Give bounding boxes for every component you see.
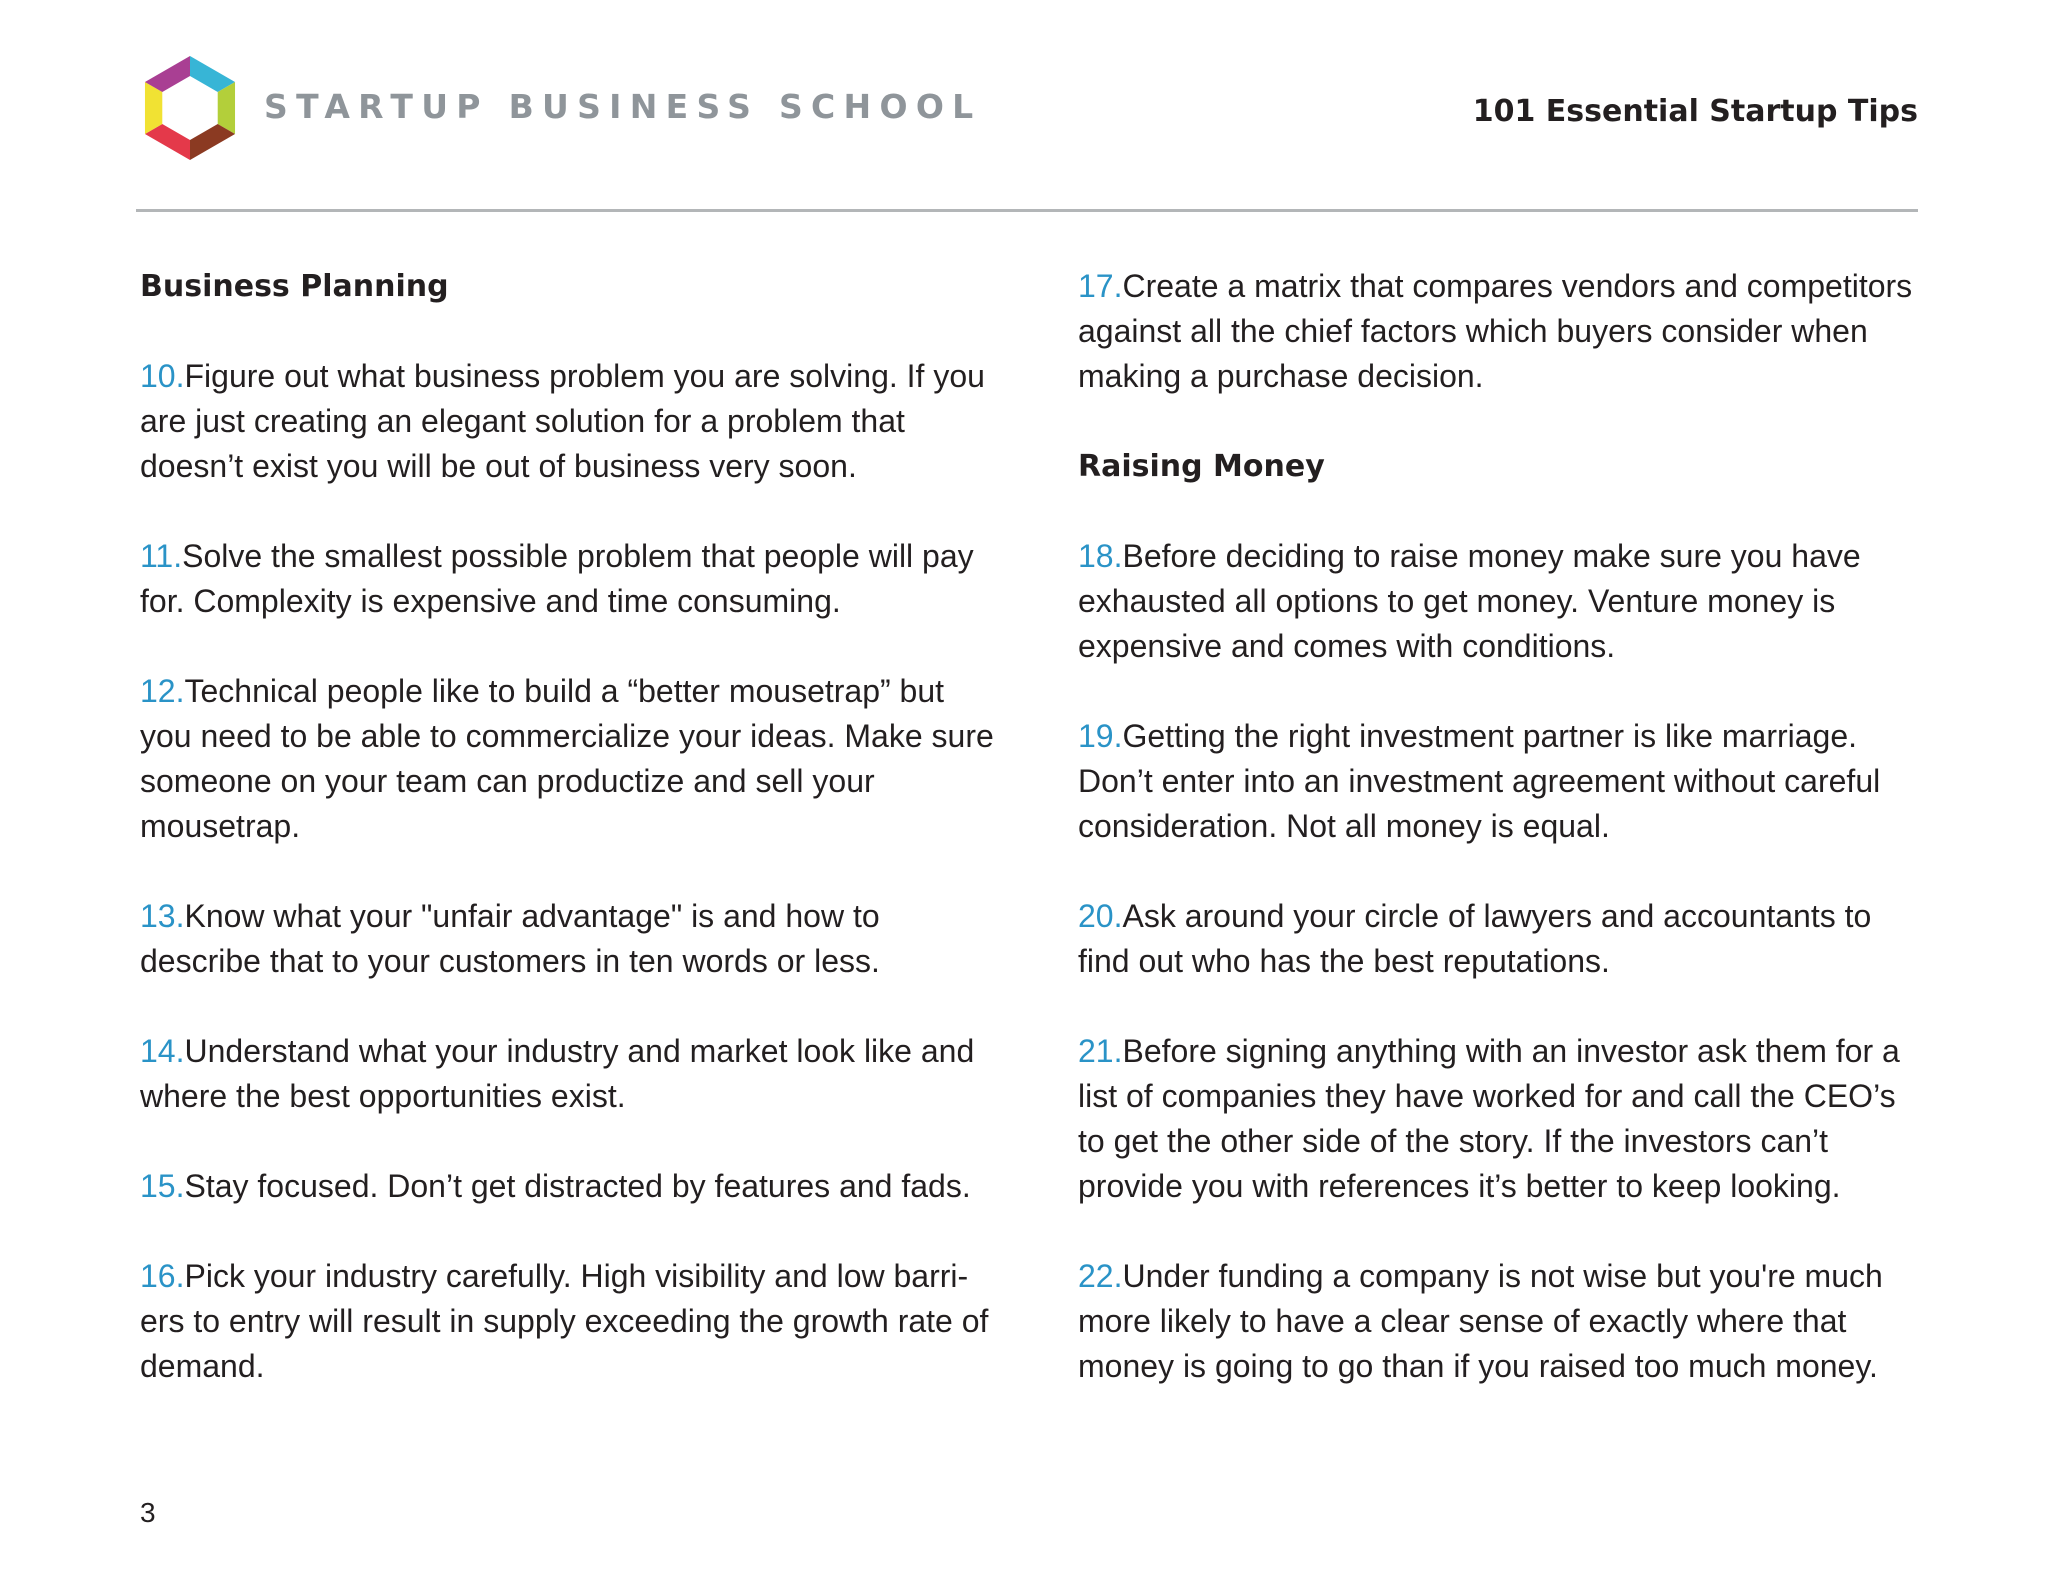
- tip-text: Figure out what business problem you are solving. If you are just creating an elegant solution for a problem that doesn’t exist you will be out of business very soon.: [140, 358, 985, 484]
- hexagon-logo-icon: [138, 50, 242, 166]
- brand-name: STARTUP BUSINESS SCHOOL: [264, 87, 982, 126]
- tip-item: [1078, 534, 1918, 669]
- tip-number: 22.: [1078, 1258, 1123, 1294]
- left-column: [140, 264, 1000, 1434]
- tip-text: Under funding a company is not wise but you're much more likely to have a clear sense of exactly where that money is going to go than if you raised too much money.: [1078, 1258, 1883, 1384]
- tip-text: Stay focused. Don’t get distracted by features and fads.: [184, 1168, 971, 1204]
- tip-item: [1078, 1254, 1918, 1389]
- tip-item: [140, 669, 1000, 849]
- tip-text: Understand what your industry and market look like and where the best opportunities exist.: [140, 1033, 975, 1114]
- tips-list: [1078, 534, 1918, 1389]
- tip-item: [140, 894, 1000, 984]
- tips-list: [140, 354, 1000, 1389]
- tip-text: Know what your "unfair advantage" is and how to describe that to your customers in ten words or less.: [140, 898, 880, 979]
- tip-number: 12.: [140, 673, 185, 709]
- tip-item: [1078, 264, 1918, 399]
- tip-number: 10.: [140, 358, 185, 394]
- tip-text: Ask around your circle of lawyers and accountants to find out who has the best reputations.: [1078, 898, 1872, 979]
- tip-number: 20.: [1078, 898, 1123, 934]
- tip-text: Create a matrix that compares vendors and competitors against all the chief factors which buyers consider when making a purchase decision.: [1078, 268, 1913, 394]
- tip-item: [140, 1254, 1000, 1389]
- tip-number: 11.: [140, 538, 183, 574]
- tip-text: Technical people like to build a “better mousetrap” but you need to be able to commercialize your ideas. Make sure someone on your team can productize and sell your mousetrap.: [140, 673, 994, 844]
- tip-text: Solve the smallest possible problem that people will pay for. Complexity is expensive and time consuming.: [140, 538, 974, 619]
- tip-number: 14.: [140, 1033, 185, 1069]
- tip-number: 18.: [1078, 538, 1123, 574]
- tip-number: 13.: [140, 898, 185, 934]
- tip-item: [140, 1029, 1000, 1119]
- tip-item: [140, 354, 1000, 489]
- page-number: 3: [140, 1497, 156, 1528]
- tip-text: Pick your industry carefully. High visibility and low barri-ers to entry will result in supply exceeding the growth rate of demand.: [140, 1258, 989, 1384]
- header-divider: [136, 209, 1918, 212]
- tip-number: 15.: [140, 1168, 185, 1204]
- page-header: [138, 50, 1918, 170]
- tip-number: 19.: [1078, 718, 1123, 754]
- document-title: 101 Essential Startup Tips: [1472, 94, 1918, 129]
- tip-number: 21.: [1078, 1033, 1123, 1069]
- tip-item: [1078, 714, 1918, 849]
- tip-number: 16.: [140, 1258, 185, 1294]
- tip-text: Before deciding to raise money make sure you have exhausted all options to get money. Venture money is expensive and comes with conditions.: [1078, 538, 1861, 664]
- tip-item: [1078, 894, 1918, 984]
- right-column: [1078, 264, 1918, 1434]
- tip-text: Before signing anything with an investor ask them for a list of companies they have worked for and call the CEO’s to get the other side of the story. If the investors can’t provide you with references it’s better to keep looking.: [1078, 1033, 1900, 1204]
- section-heading-business-planning: Business Planning: [140, 269, 449, 304]
- tip-number: 17.: [1078, 268, 1123, 304]
- tip-item: [1078, 1029, 1918, 1209]
- section-heading-raising-money: Raising Money: [1078, 449, 1325, 484]
- tip-text: Getting the right investment partner is like marriage. Don’t enter into an investment agreement without careful consideration. Not all money is equal.: [1078, 718, 1881, 844]
- tip-item: [140, 1164, 1000, 1209]
- tip-item: [140, 534, 1000, 624]
